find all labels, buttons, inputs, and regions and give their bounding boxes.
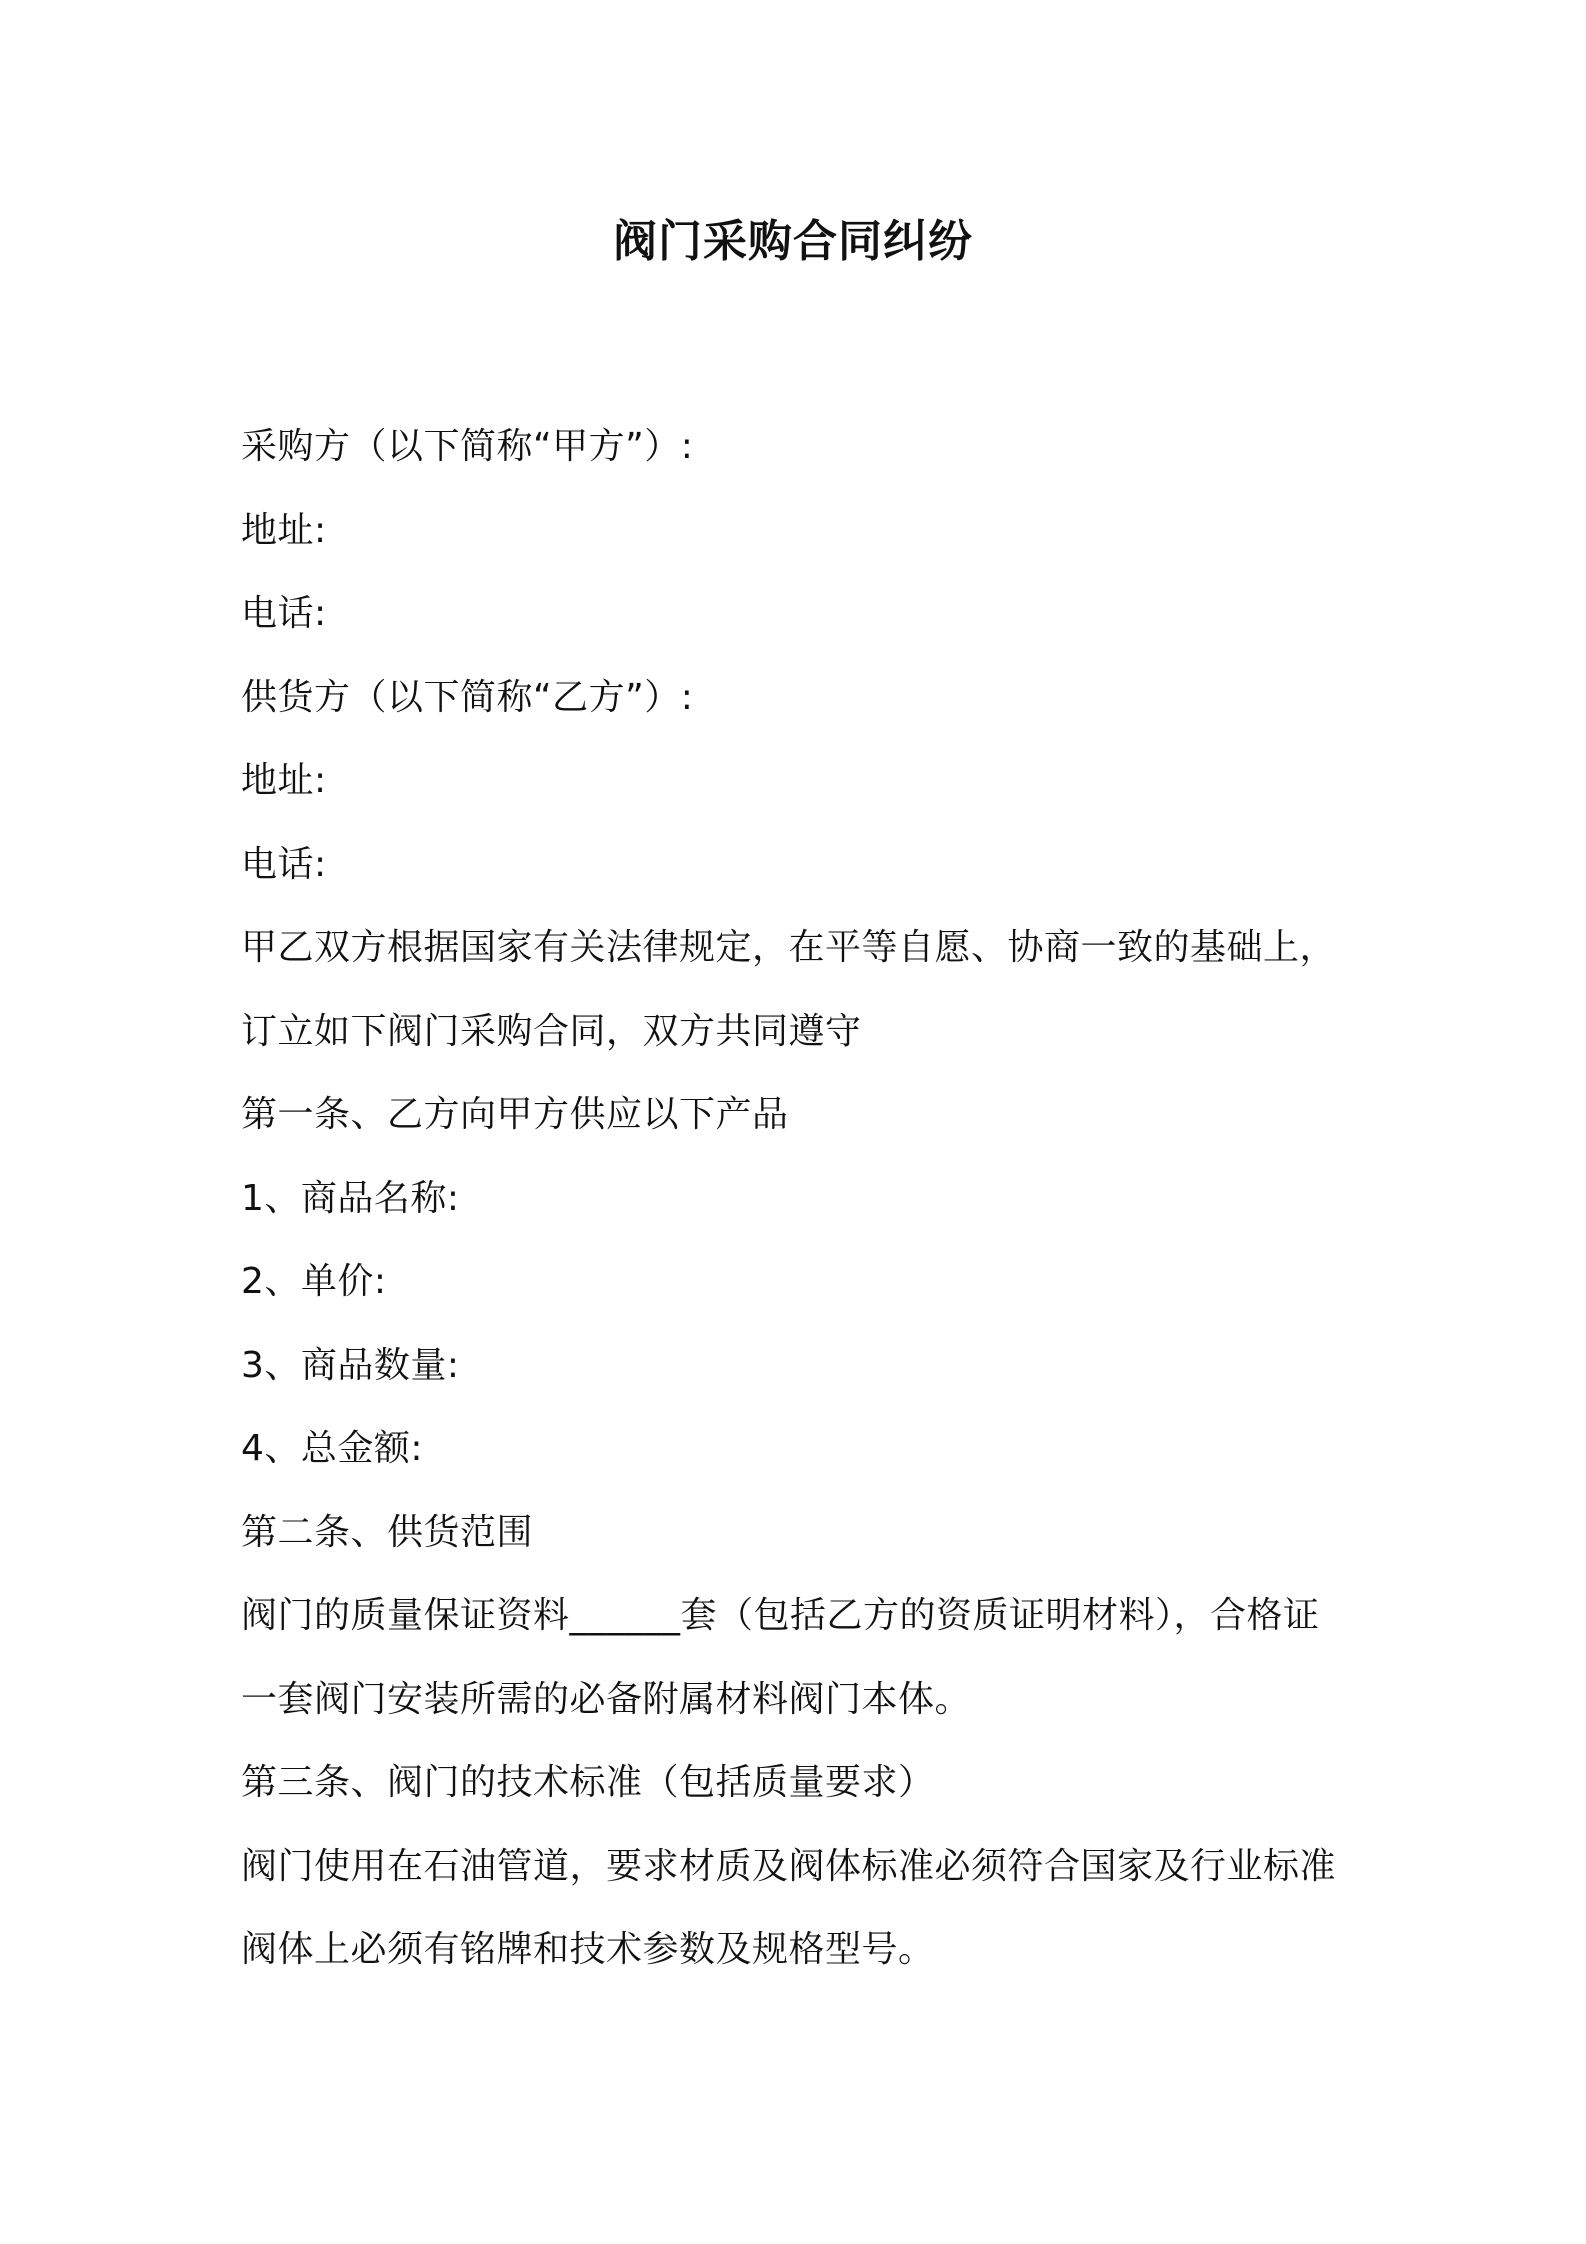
- party-b-heading: 供货方（以下简称“乙方”）:: [241, 676, 694, 718]
- party-b-phone: 电话:: [241, 843, 327, 885]
- preamble-line-1: 甲乙双方根据国家有关法律规定，在平等自愿、协商一致的基础上，: [241, 927, 1337, 968]
- article-1-heading: 第一条、乙方向甲方供应以下产品: [241, 1094, 789, 1135]
- article-2-heading: 第二条、供货范围: [241, 1511, 534, 1553]
- supply-scope-line-1: 阀门的质量保证资料______套（包括乙方的资质证明材料），合格证: [241, 1595, 1320, 1636]
- item-total-amount: 4、总金额:: [241, 1428, 424, 1469]
- party-a-address: 地址:: [241, 509, 327, 551]
- item-unit-price: 2、单价:: [241, 1261, 387, 1302]
- technical-standard-line-1: 阀门使用在石油管道，要求材质及阀体标准必须符合国家及行业标准: [241, 1845, 1337, 1887]
- party-a-heading: 采购方（以下简称“甲方”）:: [241, 426, 694, 467]
- item-product-name: 1、商品名称:: [241, 1177, 460, 1219]
- document-body: [241, 405, 1361, 1992]
- party-a-phone: 电话:: [241, 593, 327, 634]
- article-3-heading: 第三条、阀门的技术标准（包括质量要求）: [241, 1762, 935, 1803]
- preamble-line-2: 订立如下阀门采购合同，双方共同遵守: [241, 1010, 862, 1052]
- party-b-address: 地址:: [241, 760, 327, 801]
- supply-scope-line-2: 一套阀门安装所需的必备附属材料阀门本体。: [241, 1678, 972, 1720]
- item-quantity: 3、商品数量:: [241, 1344, 460, 1386]
- document-title: 阀门采购合同纠纷: [613, 216, 973, 267]
- technical-standard-line-2: 阀体上必须有铭牌和技术参数及规格型号。: [241, 1929, 935, 1970]
